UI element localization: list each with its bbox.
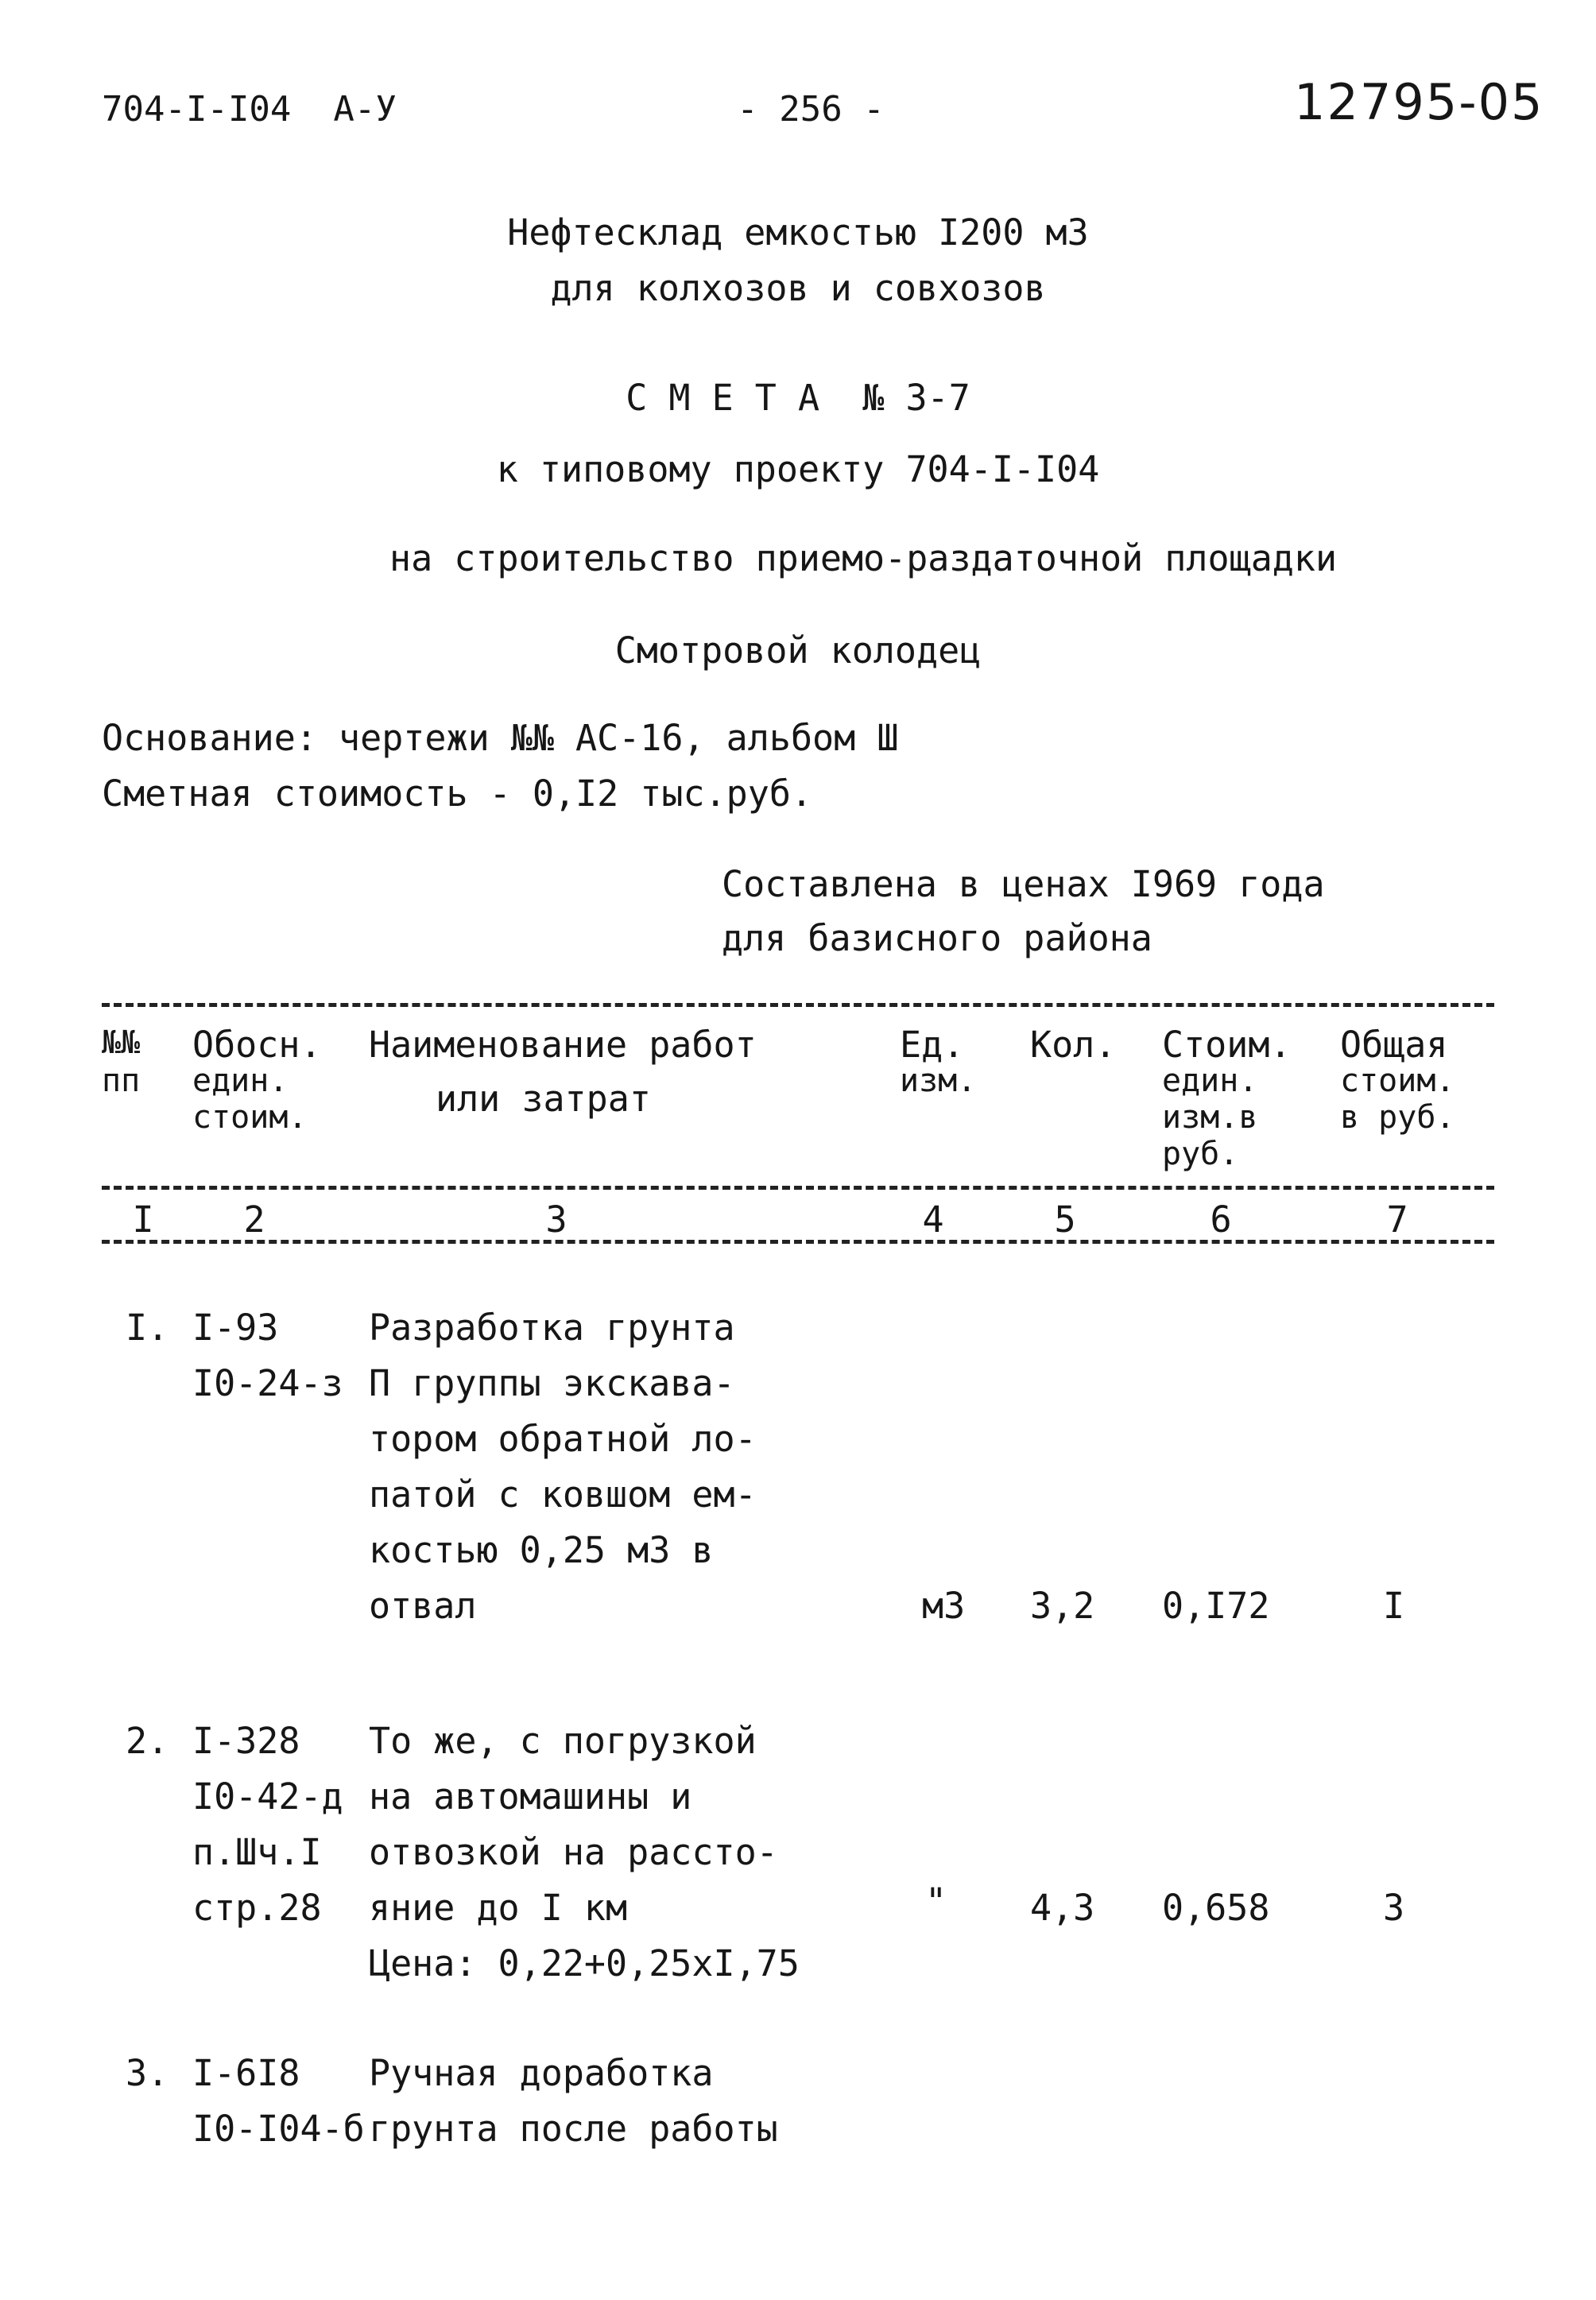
table-top-rule bbox=[102, 1003, 1494, 1007]
estimated-cost: Сметная стоимость - 0,I2 тыс.руб. bbox=[102, 772, 813, 815]
row-name-line: отвал bbox=[369, 1585, 477, 1627]
row-basis-line: I-328 bbox=[192, 1720, 300, 1762]
row-num: 3. bbox=[126, 2052, 169, 2094]
header-total-line: стоим. bbox=[1340, 1063, 1455, 1099]
row-name-line: отвозкой на рассто- bbox=[369, 1831, 778, 1873]
row-name-line: на автомашины и bbox=[369, 1775, 692, 1818]
row-unit: " bbox=[925, 1880, 947, 1922]
header-basis-line: Обосн. bbox=[192, 1024, 322, 1066]
column-number: 5 bbox=[1054, 1198, 1076, 1241]
header-qty: Кол. bbox=[1030, 1024, 1117, 1066]
row-name-line: Цена: 0,22+0,25хI,75 bbox=[369, 1942, 800, 1984]
column-number: I bbox=[132, 1198, 154, 1241]
header-unit-cost-line: Стоим. bbox=[1162, 1024, 1292, 1066]
column-number: 3 bbox=[545, 1198, 568, 1241]
purpose-line: на строительство приемо-раздаточной площадки bbox=[389, 537, 1338, 579]
header-total-line: в руб. bbox=[1340, 1099, 1455, 1136]
column-number: 6 bbox=[1210, 1198, 1232, 1241]
row-basis-line: I-6I8 bbox=[192, 2052, 300, 2094]
prices-line1: Составлена в ценах I969 года bbox=[722, 863, 1325, 905]
row-name-line: грунта после работы bbox=[369, 2108, 778, 2150]
basis-drawings: Основание: чертежи №№ АС-16, альбом Ш bbox=[102, 717, 899, 759]
header-unit-cost-line: изм.в bbox=[1162, 1099, 1258, 1136]
document-type: С М Е Т А № 3-7 bbox=[626, 377, 970, 419]
row-name-line: П группы экскава- bbox=[369, 1362, 735, 1404]
header-name-line: Наименование работ bbox=[369, 1024, 757, 1066]
header-bottom-rule bbox=[102, 1186, 1494, 1190]
row-num: I. bbox=[126, 1307, 169, 1349]
row-name-line: То же, с погрузкой bbox=[369, 1720, 757, 1762]
project-line: к типовому проекту 704-I-I04 bbox=[496, 448, 1100, 490]
column-numbers-rule bbox=[102, 1240, 1494, 1244]
prices-line2: для базисного района bbox=[722, 917, 1152, 959]
row-unit-cost: 0,658 bbox=[1162, 1887, 1270, 1929]
row-basis-line: I-93 bbox=[192, 1307, 279, 1349]
column-number: 7 bbox=[1386, 1198, 1408, 1241]
column-number: 2 bbox=[243, 1198, 265, 1241]
row-name-line: тором обратной ло- bbox=[369, 1418, 757, 1460]
object-name: Смотровой колодец bbox=[614, 629, 982, 672]
row-unit-cost: 0,I72 bbox=[1162, 1585, 1270, 1627]
row-basis-line: I0-24-з bbox=[192, 1362, 343, 1404]
row-total: I bbox=[1383, 1585, 1405, 1627]
document-code: 704-I-I04 А-У bbox=[102, 89, 397, 130]
row-basis-line: I0-42-д bbox=[192, 1775, 343, 1818]
header-num-line: пп bbox=[102, 1063, 141, 1099]
archive-number: 12795-05 bbox=[1294, 73, 1544, 131]
header-basis-line: стоим. bbox=[192, 1099, 308, 1136]
header-basis-line: един. bbox=[192, 1063, 289, 1099]
row-basis-line: п.Шч.I bbox=[192, 1831, 322, 1873]
header-unit-line: Ед. bbox=[900, 1024, 965, 1066]
header-unit-cost-line: един. bbox=[1162, 1063, 1258, 1099]
row-name-line: костью 0,25 м3 в bbox=[369, 1529, 714, 1571]
header-unit-line: изм. bbox=[900, 1063, 977, 1099]
row-name-line: Разработка грунта bbox=[369, 1307, 735, 1349]
row-qty: 3,2 bbox=[1030, 1585, 1095, 1627]
row-name-line: яние до I км bbox=[369, 1887, 628, 1929]
title-line1: Нефтесклад емкостью I200 м3 bbox=[507, 211, 1089, 254]
row-total: 3 bbox=[1383, 1887, 1405, 1929]
header-num-line: №№ bbox=[102, 1024, 141, 1061]
row-unit: м3 bbox=[922, 1585, 966, 1627]
header-name-line: или затрат bbox=[436, 1078, 651, 1120]
header-unit-cost-line: руб. bbox=[1162, 1136, 1239, 1172]
page-number: - 256 - bbox=[737, 89, 885, 130]
row-name-line: патой с ковшом ем- bbox=[369, 1473, 757, 1516]
title-line2: для колхозов и совхозов bbox=[550, 267, 1046, 309]
row-qty: 4,3 bbox=[1030, 1887, 1095, 1929]
row-num: 2. bbox=[126, 1720, 169, 1762]
header-total-line: Общая bbox=[1340, 1024, 1448, 1066]
row-name-line: Ручная доработка bbox=[369, 2052, 714, 2094]
row-basis-line: стр.28 bbox=[192, 1887, 322, 1929]
row-basis-line: I0-I04-б bbox=[192, 2108, 365, 2150]
column-number: 4 bbox=[922, 1198, 944, 1241]
